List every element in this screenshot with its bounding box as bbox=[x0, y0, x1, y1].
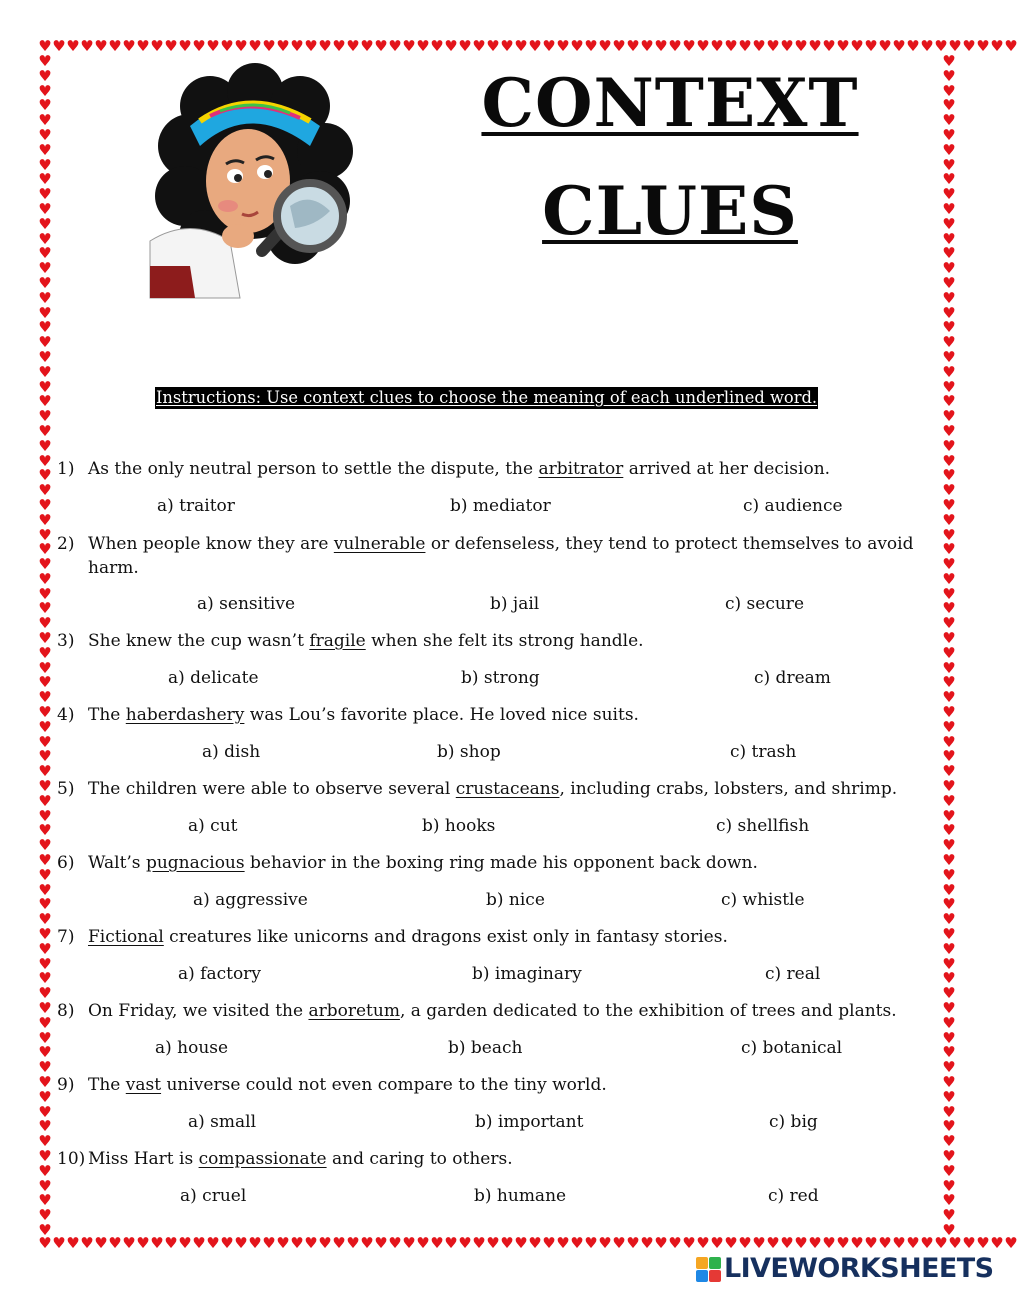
answer-option-4-c[interactable]: c) trash bbox=[730, 742, 797, 762]
underlined-word: arboretum bbox=[308, 1001, 400, 1021]
question-text-after: , including crabs, lobsters, and shrimp. bbox=[559, 779, 898, 799]
question-number: 9) bbox=[57, 1075, 75, 1095]
answer-option-10-b[interactable]: b) humane bbox=[474, 1186, 567, 1206]
question-text-before: She knew the cup wasn’t bbox=[88, 631, 310, 651]
question-text-before: Walt’s bbox=[88, 853, 146, 873]
answer-option-10-a[interactable]: a) cruel bbox=[180, 1186, 247, 1206]
avatar-magnifier-illustration bbox=[150, 66, 360, 298]
answer-option-6-c[interactable]: c) whistle bbox=[721, 890, 805, 910]
question-text-before: The children were able to observe several bbox=[88, 779, 456, 799]
answer-option-4-a[interactable]: a) dish bbox=[202, 742, 261, 762]
question-text bbox=[88, 777, 917, 801]
answer-option-8-b[interactable]: b) beach bbox=[448, 1038, 523, 1058]
question-9 bbox=[57, 1073, 917, 1097]
answer-option-9-c[interactable]: c) big bbox=[769, 1112, 818, 1132]
underlined-word: arbitrator bbox=[538, 459, 624, 479]
question-text bbox=[88, 925, 917, 949]
answer-option-3-c[interactable]: c) dream bbox=[754, 668, 831, 688]
question-text-after: was Lou’s favorite place. He loved nice suits. bbox=[244, 705, 639, 725]
answer-option-3-a[interactable]: a) delicate bbox=[168, 668, 259, 688]
question-number: 3) bbox=[57, 631, 75, 651]
logo-text: LIVEWORKSHEETS bbox=[724, 1253, 994, 1284]
question-number: 6) bbox=[57, 853, 75, 873]
heart-border-left: ♥ ♥ ♥ ♥ ♥ ♥ ♥ ♥ ♥ ♥ ♥ ♥ ♥ ♥ ♥ ♥ ♥ ♥ ♥ ♥ ♥ ♥ ♥ ♥ ♥ ♥ ♥ ♥ ♥ ♥ ♥ ♥ ♥ ♥ ♥ ♥ ♥ ♥ ♥ ♥ ♥ ♥ ♥ ♥ ♥ ♥ ♥ ♥ ♥ ♥ ♥ ♥ ♥ ♥ ♥ ♥ ♥ ♥ ♥ ♥ ♥ ♥ ♥ ♥ ♥ ♥ ♥ ♥ ♥ ♥ ♥ ♥ ♥ ♥ ♥ ♥ ♥ ♥ ♥ ♥ bbox=[38, 52, 52, 1239]
question-number: 8) bbox=[57, 1001, 75, 1021]
page-title-line-2: CLUES bbox=[542, 172, 798, 250]
answer-option-8-a[interactable]: a) house bbox=[155, 1038, 229, 1058]
question-text-after: behavior in the boxing ring made his opponent back down. bbox=[244, 853, 758, 873]
question-number: 4) bbox=[57, 705, 75, 725]
heart-border-right: ♥ ♥ ♥ ♥ ♥ ♥ ♥ ♥ ♥ ♥ ♥ ♥ ♥ ♥ ♥ ♥ ♥ ♥ ♥ ♥ ♥ ♥ ♥ ♥ ♥ ♥ ♥ ♥ ♥ ♥ ♥ ♥ ♥ ♥ ♥ ♥ ♥ ♥ ♥ ♥ ♥ ♥ ♥ ♥ ♥ ♥ ♥ ♥ ♥ ♥ ♥ ♥ ♥ ♥ ♥ ♥ ♥ ♥ ♥ ♥ ♥ ♥ ♥ ♥ ♥ ♥ ♥ ♥ ♥ ♥ ♥ ♥ ♥ ♥ ♥ ♥ ♥ ♥ ♥ ♥ bbox=[942, 52, 956, 1239]
question-text bbox=[88, 703, 917, 727]
question-text-after: or defenseless, they tend to protect themselves to avoid harm. bbox=[88, 534, 914, 578]
underlined-word: vast bbox=[125, 1075, 162, 1095]
liveworksheets-badge-icon bbox=[696, 1257, 722, 1283]
answer-option-2-a[interactable]: a) sensitive bbox=[197, 594, 295, 614]
question-text-after: when she felt its strong handle. bbox=[365, 631, 644, 651]
instructions-banner: Instructions: Use context clues to choose the meaning of each underlined word. bbox=[156, 388, 818, 407]
underlined-word: fragile bbox=[309, 631, 366, 651]
question-number: 1) bbox=[57, 459, 75, 479]
answer-option-5-c[interactable]: c) shellfish bbox=[716, 816, 810, 836]
question-5 bbox=[57, 777, 917, 801]
question-text bbox=[88, 999, 917, 1023]
underlined-word: pugnacious bbox=[145, 853, 245, 873]
answer-option-1-c[interactable]: c) audience bbox=[743, 496, 843, 516]
question-number: 5) bbox=[57, 779, 75, 799]
question-text bbox=[88, 532, 917, 580]
answer-option-9-b[interactable]: b) important bbox=[475, 1112, 584, 1132]
question-number: 10) bbox=[57, 1149, 86, 1169]
answer-option-1-a[interactable]: a) traitor bbox=[157, 496, 235, 516]
answer-option-4-b[interactable]: b) shop bbox=[437, 742, 501, 762]
question-text bbox=[88, 1147, 917, 1171]
question-text-before: The bbox=[88, 1075, 126, 1095]
question-text-before: Miss Hart is bbox=[88, 1149, 199, 1169]
question-text bbox=[88, 1073, 917, 1097]
answer-option-1-b[interactable]: b) mediator bbox=[450, 496, 551, 516]
answer-option-9-a[interactable]: a) small bbox=[188, 1112, 257, 1132]
question-text bbox=[88, 457, 917, 481]
question-text-after: and caring to others. bbox=[326, 1149, 513, 1169]
liveworksheets-logo[interactable] bbox=[696, 1254, 996, 1284]
question-text bbox=[88, 851, 917, 875]
heart-border-top: ♥♥♥♥♥♥♥♥♥♥♥♥♥♥♥♥♥♥♥♥♥♥♥♥♥♥♥♥♥♥♥♥♥♥♥♥♥♥♥♥♥♥♥♥♥♥♥♥♥♥♥♥♥♥♥♥♥♥♥♥♥♥♥♥♥♥♥♥♥♥ bbox=[38, 37, 1018, 55]
heart-border-bottom: ♥♥♥♥♥♥♥♥♥♥♥♥♥♥♥♥♥♥♥♥♥♥♥♥♥♥♥♥♥♥♥♥♥♥♥♥♥♥♥♥♥♥♥♥♥♥♥♥♥♥♥♥♥♥♥♥♥♥♥♥♥♥♥♥♥♥♥♥♥♥ bbox=[38, 1234, 1018, 1252]
underlined-word: Fictional bbox=[88, 927, 164, 947]
underlined-word: vulnerable bbox=[333, 534, 426, 554]
answer-option-2-c[interactable]: c) secure bbox=[725, 594, 804, 614]
question-text-after: , a garden dedicated to the exhibition of trees and plants. bbox=[399, 1001, 897, 1021]
answer-option-10-c[interactable]: c) red bbox=[768, 1186, 819, 1206]
question-text-after: creatures like unicorns and dragons exist only in fantasy stories. bbox=[163, 927, 728, 947]
question-text-before: The bbox=[88, 705, 126, 725]
question-number: 2) bbox=[57, 534, 75, 554]
question-2 bbox=[57, 532, 917, 580]
answer-option-6-b[interactable]: b) nice bbox=[486, 890, 545, 910]
underlined-word: compassionate bbox=[198, 1149, 327, 1169]
question-6 bbox=[57, 851, 917, 875]
question-7 bbox=[57, 925, 917, 949]
question-text-before: When people know they are bbox=[88, 534, 334, 554]
question-4 bbox=[57, 703, 917, 727]
question-text bbox=[88, 629, 917, 653]
answer-option-8-c[interactable]: c) botanical bbox=[741, 1038, 843, 1058]
answer-option-6-a[interactable]: a) aggressive bbox=[193, 890, 308, 910]
underlined-word: crustaceans bbox=[455, 779, 560, 799]
question-text-after: arrived at her decision. bbox=[623, 459, 831, 479]
question-number: 7) bbox=[57, 927, 75, 947]
answer-option-7-b[interactable]: b) imaginary bbox=[472, 964, 582, 984]
answer-option-5-a[interactable]: a) cut bbox=[188, 816, 238, 836]
underlined-word: haberdashery bbox=[125, 705, 245, 725]
question-text-before: As the only neutral person to settle the dispute, the bbox=[88, 459, 539, 479]
question-text-before: On Friday, we visited the bbox=[88, 1001, 309, 1021]
question-10 bbox=[57, 1147, 917, 1171]
answer-option-5-b[interactable]: b) hooks bbox=[422, 816, 496, 836]
page-title-line-1: CONTEXT bbox=[481, 64, 859, 142]
question-1 bbox=[57, 457, 917, 481]
question-8 bbox=[57, 999, 917, 1023]
answer-option-7-a[interactable]: a) factory bbox=[178, 964, 261, 984]
answer-option-2-b[interactable]: b) jail bbox=[490, 594, 540, 614]
answer-option-3-b[interactable]: b) strong bbox=[461, 668, 540, 688]
question-text-after: universe could not even compare to the tiny world. bbox=[161, 1075, 607, 1095]
answer-option-7-c[interactable]: c) real bbox=[765, 964, 821, 984]
question-3 bbox=[57, 629, 917, 653]
